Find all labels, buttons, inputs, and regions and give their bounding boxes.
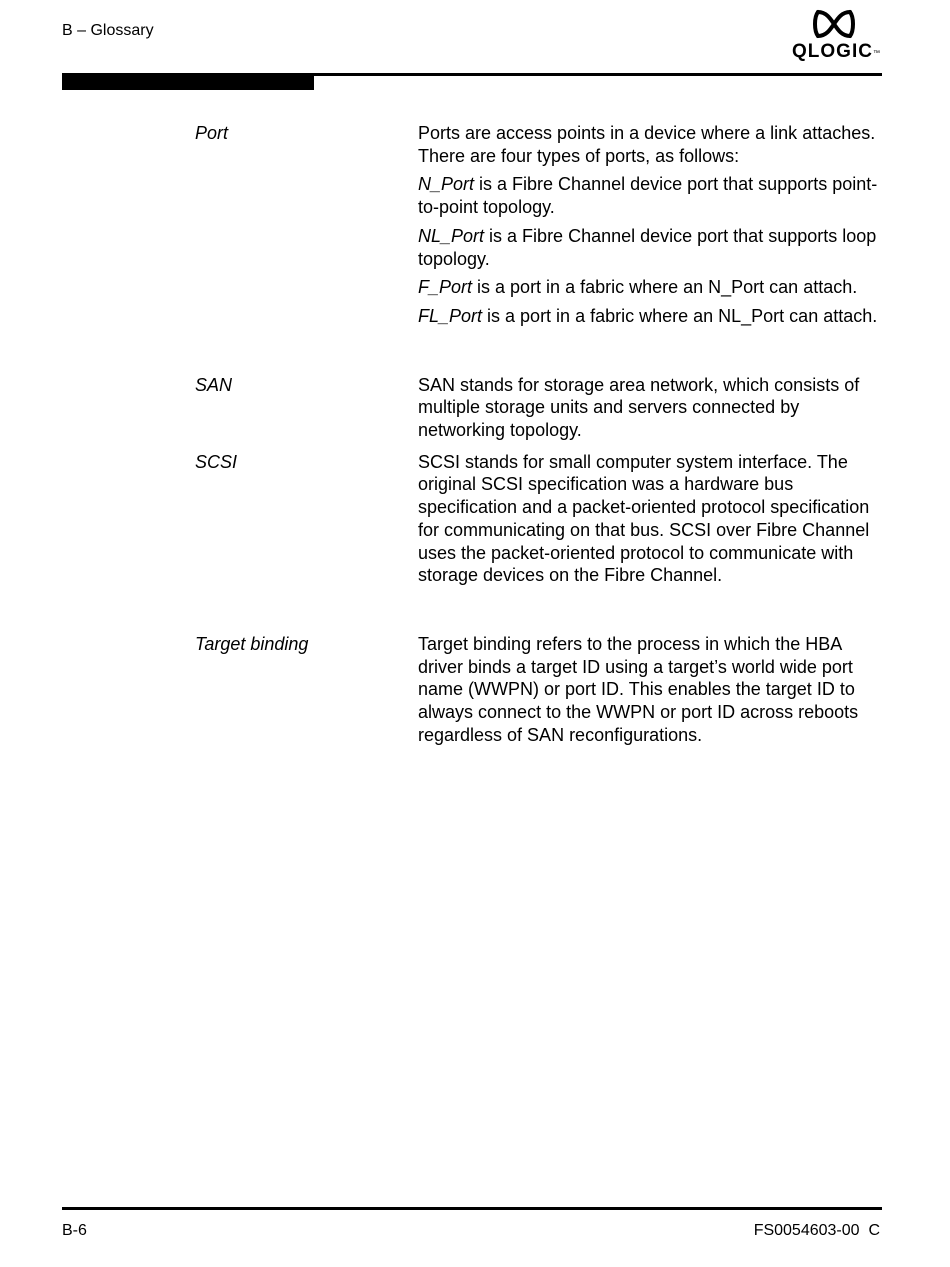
glossary-entry-san <box>195 374 885 448</box>
glossary-definition <box>418 633 880 753</box>
definition-paragraph: Ports are access points in a device where a link attaches. There are four types of ports, as follows: <box>418 123 876 166</box>
glossary-term: SAN <box>195 374 233 395</box>
definition-paragraph: FL_Port is a port in a fabric where an NL_Port can attach. <box>418 305 878 326</box>
running-header-section-title: B – Glossary <box>62 22 154 39</box>
definition-paragraph: F_Port is a port in a fabric where an N_Port can attach. <box>418 277 858 298</box>
page-number: B-6 <box>62 1222 87 1239</box>
definition-paragraph: Target binding refers to the process in which the HBA driver binds a target ID using a target’s world wide port name (WWPN) or port ID. This enables the target ID to always connect to the WWPN or port ID across reboots regardless of SAN reconfigurations. <box>418 633 859 745</box>
qlogic-crossed-q-icon <box>812 9 856 39</box>
glossary-definition <box>418 122 880 334</box>
glossary-term: Port <box>195 123 229 143</box>
glossary-entry-target-binding <box>195 633 885 753</box>
glossary-entry-port <box>195 122 885 334</box>
glossary-term: Target binding <box>195 633 309 654</box>
definition-paragraph: N_Port is a Fibre Channel device port that supports point-to-point topology. <box>418 174 878 218</box>
footer-rule <box>62 1207 882 1210</box>
definition-paragraph: SCSI stands for small computer system interface. The original SCSI specification was a hardware bus specification and a packet-oriented protocol specification for communicating on that bus. SCSI over Fibre Channel uses the packet-oriented protocol to communicate with storage devices on the Fibre Channel. <box>418 451 870 586</box>
definition-paragraph: NL_Port is a Fibre Channel device port that supports loop topology. <box>418 225 877 269</box>
glossary-definition <box>418 374 880 448</box>
glossary-entry-scsi <box>195 451 885 593</box>
document-id: FS0054603-00 C <box>753 1222 880 1239</box>
qlogic-logo <box>790 9 880 65</box>
glossary-term: SCSI <box>195 451 238 472</box>
logo-wordmark: QLOGIC™ <box>792 41 881 62</box>
glossary-definition <box>418 451 880 593</box>
glossary-list <box>195 122 885 752</box>
header-tab-bar <box>62 73 314 90</box>
definition-paragraph: SAN stands for storage area network, which consists of multiple storage units and servers connected by networking topology. <box>418 374 860 441</box>
